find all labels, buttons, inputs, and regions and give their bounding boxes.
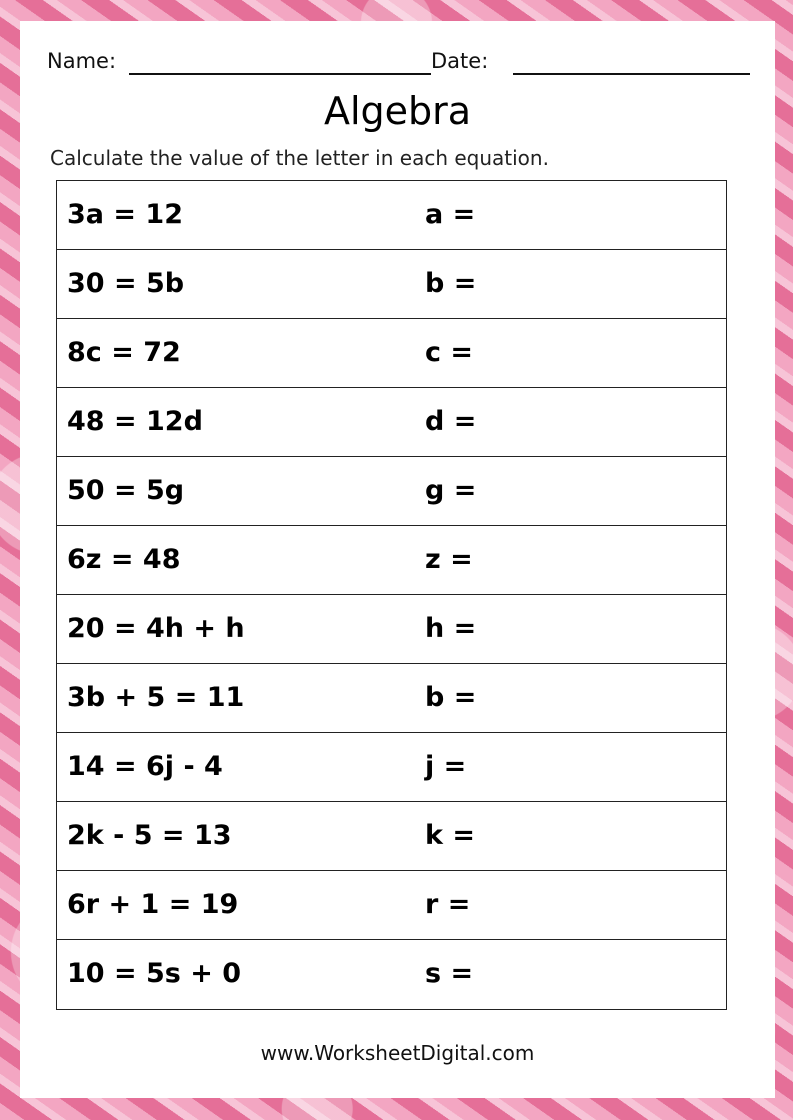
answer-field[interactable]: g = bbox=[425, 475, 477, 506]
date-label: Date: bbox=[431, 49, 489, 73]
equation-text: 6z = 48 bbox=[67, 544, 181, 575]
table-row bbox=[57, 526, 726, 595]
equation-text: 14 = 6j - 4 bbox=[67, 751, 223, 782]
equation-text: 8c = 72 bbox=[67, 337, 181, 368]
equation-text: 3b + 5 = 11 bbox=[67, 682, 245, 713]
answer-field[interactable]: z = bbox=[425, 544, 473, 575]
table-row bbox=[57, 940, 726, 1009]
answer-field[interactable]: h = bbox=[425, 613, 477, 644]
answer-field[interactable]: k = bbox=[425, 820, 475, 851]
table-row bbox=[57, 595, 726, 664]
worksheet-page bbox=[20, 21, 775, 1098]
page-title: Algebra bbox=[323, 89, 472, 133]
name-field[interactable] bbox=[129, 73, 431, 75]
answer-field[interactable]: a = bbox=[425, 199, 476, 230]
name-date-row bbox=[47, 49, 747, 79]
table-row bbox=[57, 457, 726, 526]
table-row bbox=[57, 733, 726, 802]
table-row bbox=[57, 388, 726, 457]
answer-field[interactable]: d = bbox=[425, 406, 477, 437]
equation-text: 30 = 5b bbox=[67, 268, 185, 299]
table-row bbox=[57, 181, 726, 250]
answer-field[interactable]: s = bbox=[425, 958, 474, 989]
name-label: Name: bbox=[47, 49, 117, 73]
answer-field[interactable]: j = bbox=[425, 751, 467, 782]
equation-text: 10 = 5s + 0 bbox=[67, 958, 242, 989]
equation-text: 48 = 12d bbox=[67, 406, 203, 437]
answer-field[interactable]: b = bbox=[425, 268, 477, 299]
instructions-text: Calculate the value of the letter in each equation. bbox=[50, 146, 549, 170]
equation-text: 20 = 4h + h bbox=[67, 613, 245, 644]
table-row bbox=[57, 802, 726, 871]
footer-url: www.WorksheetDigital.com bbox=[260, 1041, 535, 1065]
equation-text: 50 = 5g bbox=[67, 475, 185, 506]
table-row bbox=[57, 664, 726, 733]
answer-field[interactable]: r = bbox=[425, 889, 471, 920]
answer-field[interactable]: b = bbox=[425, 682, 477, 713]
table-row bbox=[57, 319, 726, 388]
equation-text: 6r + 1 = 19 bbox=[67, 889, 239, 920]
equation-text: 2k - 5 = 13 bbox=[67, 820, 232, 851]
answer-field[interactable]: c = bbox=[425, 337, 474, 368]
equations-table bbox=[56, 180, 727, 1010]
table-row bbox=[57, 250, 726, 319]
table-row bbox=[57, 871, 726, 940]
equation-text: 3a = 12 bbox=[67, 199, 184, 230]
date-field[interactable] bbox=[513, 73, 750, 75]
